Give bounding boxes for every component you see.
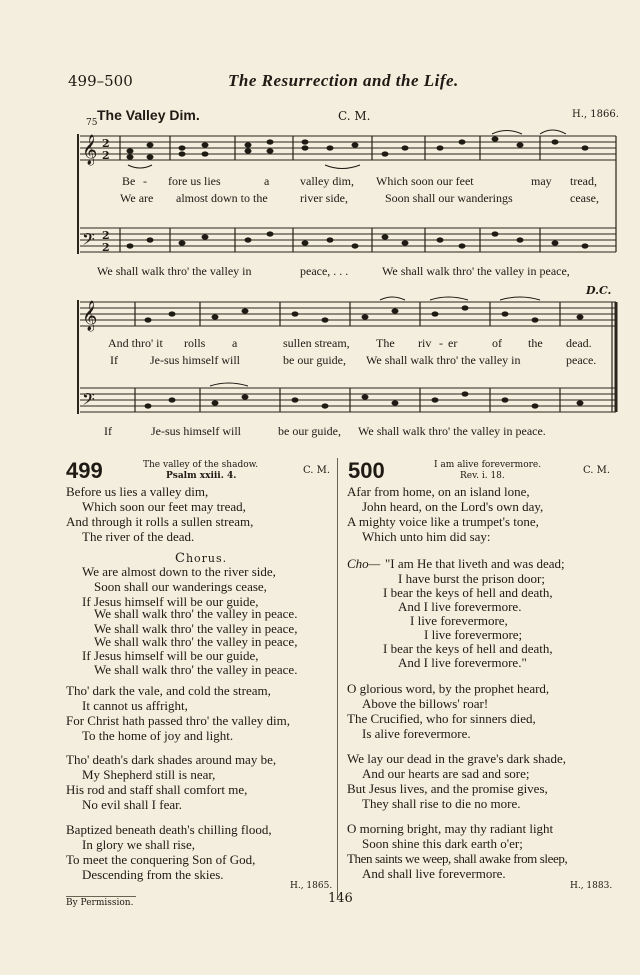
page-number: 146 xyxy=(328,891,353,906)
lyric-s1-bass-1: We shall walk thro' the valley in xyxy=(97,264,252,278)
lyric-s1-chorus-1: We are xyxy=(120,191,154,205)
lyric-s2-bass-2: Je-sus himself will xyxy=(151,424,241,438)
stanza-line: The Crucified, who for sinners died, xyxy=(347,711,536,726)
chorus-line: I bear the keys of hell and death, xyxy=(383,641,553,656)
metronome-mark: 75 xyxy=(86,118,98,128)
svg-text:2: 2 xyxy=(102,137,110,150)
tune-meter: C. M. xyxy=(338,109,371,123)
lyric-s2-chorus-2: Je-sus himself will xyxy=(150,353,240,367)
stanza-line: Which unto him did say: xyxy=(362,529,491,544)
stanza-line: For Christ hath passed thro' the valley dim, xyxy=(66,713,291,728)
running-title: The Resurrection and the Life. xyxy=(228,71,459,90)
lyric-s1-verse-7: may xyxy=(531,174,552,188)
footer-rule xyxy=(66,896,136,897)
page-range: 499–500 xyxy=(68,72,133,90)
stanza-line: Which soon our feet may tread, xyxy=(82,499,246,514)
stanza-line: Soon shine this dark earth o'er; xyxy=(362,836,523,851)
stanza-line: And our hearts are sad and sore; xyxy=(362,766,530,781)
lyric-s2-bass-1: If xyxy=(104,424,112,438)
svg-text:2: 2 xyxy=(102,229,110,242)
bass-clef-1: 𝄢 xyxy=(82,229,95,253)
treble-clef-2: 𝄞 xyxy=(82,301,98,331)
stanza-line: But Jesus lives, and the promise gives, xyxy=(347,781,548,796)
stanza-line: John heard, on the Lord's own day, xyxy=(362,499,544,514)
lyric-s1-chorus-2: almost down to the xyxy=(176,191,268,205)
stanza-line: They shall rise to die no more. xyxy=(362,796,521,811)
lyric-s1-verse-6: Which soon our feet xyxy=(376,174,474,188)
stanza-line: Then saints we weep, shall awake from sleep, xyxy=(347,851,568,866)
stanza-line: Afar from home, on an island lone, xyxy=(347,484,530,499)
lyric-s2-chorus-5: peace. xyxy=(566,353,597,367)
hymn-attribution: H., 1883. xyxy=(570,881,613,891)
hymn-meter: C. M. xyxy=(583,465,611,476)
stanza-line: No evil shall I fear. xyxy=(82,797,182,812)
svg-text:2: 2 xyxy=(102,241,110,254)
hymn-scripture: Psalm xxiii. 4. xyxy=(166,471,237,481)
lyric-s1-verse-8: tread, xyxy=(570,174,597,188)
lyric-s2-chorus-1: If xyxy=(110,353,118,367)
stanza-line: And shall live forevermore. xyxy=(362,866,506,881)
lyric-s1-chorus-3: river side, xyxy=(300,191,348,205)
lyric-s1-chorus-5: cease, xyxy=(570,191,599,205)
stanza-line: The river of the dead. xyxy=(82,529,195,544)
chorus-line: We shall walk thro' the valley in peace. xyxy=(94,606,298,621)
lyric-s2-verse-5: The xyxy=(376,336,395,350)
hymn-number: 499 xyxy=(66,458,103,483)
chorus-line: We are almost down to the river side, xyxy=(82,564,276,579)
treble-clef-1: 𝄞 xyxy=(82,135,98,165)
lyric-s2-verse-7: - xyxy=(439,336,443,350)
stanza-line: Baptized beneath death's chilling flood, xyxy=(66,822,272,837)
lyric-s2-verse-11: dead. xyxy=(566,336,592,350)
chorus-line: And I live forevermore. xyxy=(398,599,522,614)
stanza-line: We lay our dead in the grave's dark shade, xyxy=(347,751,566,766)
stanza-line: And through it rolls a sullen stream, xyxy=(66,514,254,529)
lyric-s2-verse-10: the xyxy=(528,336,543,350)
chorus-line: And I live forevermore." xyxy=(398,655,527,670)
lyric-s2-verse-8: er xyxy=(448,336,458,350)
chorus-line: I live forevermore, xyxy=(410,613,508,628)
hymn-attribution: H., 1865. xyxy=(290,881,333,891)
stanza-line: Tho' dark the vale, and cold the stream, xyxy=(66,683,271,698)
stanza-line: Tho' death's dark shades around may be, xyxy=(66,752,277,767)
lyric-s2-verse-6: riv xyxy=(418,336,432,350)
stanza-line: Descending from the skies. xyxy=(82,867,224,882)
lyric-s1-verse-5: valley dim, xyxy=(300,174,354,188)
lyric-s1-verse-1: Be xyxy=(122,174,136,188)
hymn-number: 500 xyxy=(348,458,385,483)
lyric-s1-verse-3: fore us lies xyxy=(168,174,221,188)
chorus-label: Cho— xyxy=(347,556,381,571)
stanza-line: To meet the conquering Son of God, xyxy=(66,852,256,867)
lyric-s1-verse-2: - xyxy=(143,174,147,188)
hymn-subtitle: The valley of the shadow. xyxy=(143,460,259,470)
chorus-line: I bear the keys of hell and death, xyxy=(383,585,553,600)
chorus-line: I live forevermore; xyxy=(424,627,523,642)
tune-composer: H., 1866. xyxy=(572,109,619,120)
music-score xyxy=(0,0,640,445)
stanza-line: O glorious word, by the prophet heard, xyxy=(347,681,550,696)
chorus-line: If Jesus himself will be our guide, xyxy=(82,594,259,609)
lyric-s2-verse-3: a xyxy=(232,336,238,350)
dc-mark: D.C. xyxy=(586,284,612,297)
chorus-line: I have burst the prison door; xyxy=(398,571,545,586)
permission-note: By Permission. xyxy=(66,898,134,908)
stanza-line: Is alive forevermore. xyxy=(362,726,471,741)
hymn-meter: C. M. xyxy=(303,465,331,476)
staff-treble-1 xyxy=(80,136,616,160)
lyric-s2-bass-4: We shall walk thro' the valley in peace. xyxy=(358,424,546,438)
chorus-line: "I am He that liveth and was dead; xyxy=(385,556,565,571)
lyric-s1-verse-4: a xyxy=(264,174,270,188)
chorus-line: We shall walk thro' the valley in peace. xyxy=(94,662,298,677)
staff-bass-1 xyxy=(80,228,616,252)
stanza-line: O morning bright, may thy radiant light xyxy=(347,821,554,836)
hymn-scripture: Rev. i. 18. xyxy=(460,471,505,481)
lyric-s2-verse-4: sullen stream, xyxy=(283,336,350,350)
stanza-line: A mighty voice like a trumpet's tone, xyxy=(347,514,539,529)
stanza-line: To the home of joy and light. xyxy=(82,728,234,743)
chorus-line: Soon shall our wanderings cease, xyxy=(94,579,267,594)
chorus-line: If Jesus himself will be our guide, xyxy=(82,648,259,663)
column-divider xyxy=(337,458,338,898)
chorus-line: We shall walk thro' the valley in peace, xyxy=(94,621,298,636)
tune-name: The Valley Dim. xyxy=(97,107,200,123)
lyric-s1-bass-3: We shall walk thro' the valley in peace, xyxy=(382,264,570,278)
lyric-s2-chorus-4: We shall walk thro' the valley in xyxy=(366,353,521,367)
lyric-s1-chorus-4: Soon shall our wanderings xyxy=(385,191,513,205)
bass-clef-2: 𝄢 xyxy=(82,389,95,413)
lyric-s2-verse-2: rolls xyxy=(184,336,206,350)
hymn-subtitle: I am alive forevermore. xyxy=(434,460,542,470)
chorus-line: We shall walk thro' the valley in peace, xyxy=(94,634,298,649)
stanza-line: It cannot us affright, xyxy=(82,698,188,713)
lyric-s2-chorus-3: be our guide, xyxy=(283,353,346,367)
stanza-line: Above the billows' roar! xyxy=(362,696,489,711)
stanza-line: My Shepherd still is near, xyxy=(82,767,216,782)
svg-text:2: 2 xyxy=(102,149,110,162)
lyric-s2-bass-3: be our guide, xyxy=(278,424,341,438)
lyric-s2-verse-1: And thro' it xyxy=(108,336,163,350)
chorus-label: Chorus. xyxy=(175,551,228,566)
stanza-line: Before us lies a valley dim, xyxy=(66,484,209,499)
lyric-s2-verse-9: of xyxy=(492,336,502,350)
stanza-line: His rod and staff shall comfort me, xyxy=(66,782,248,797)
stanza-line: In glory we shall rise, xyxy=(82,837,196,852)
lyric-s1-bass-2: peace, . . . xyxy=(300,264,349,278)
